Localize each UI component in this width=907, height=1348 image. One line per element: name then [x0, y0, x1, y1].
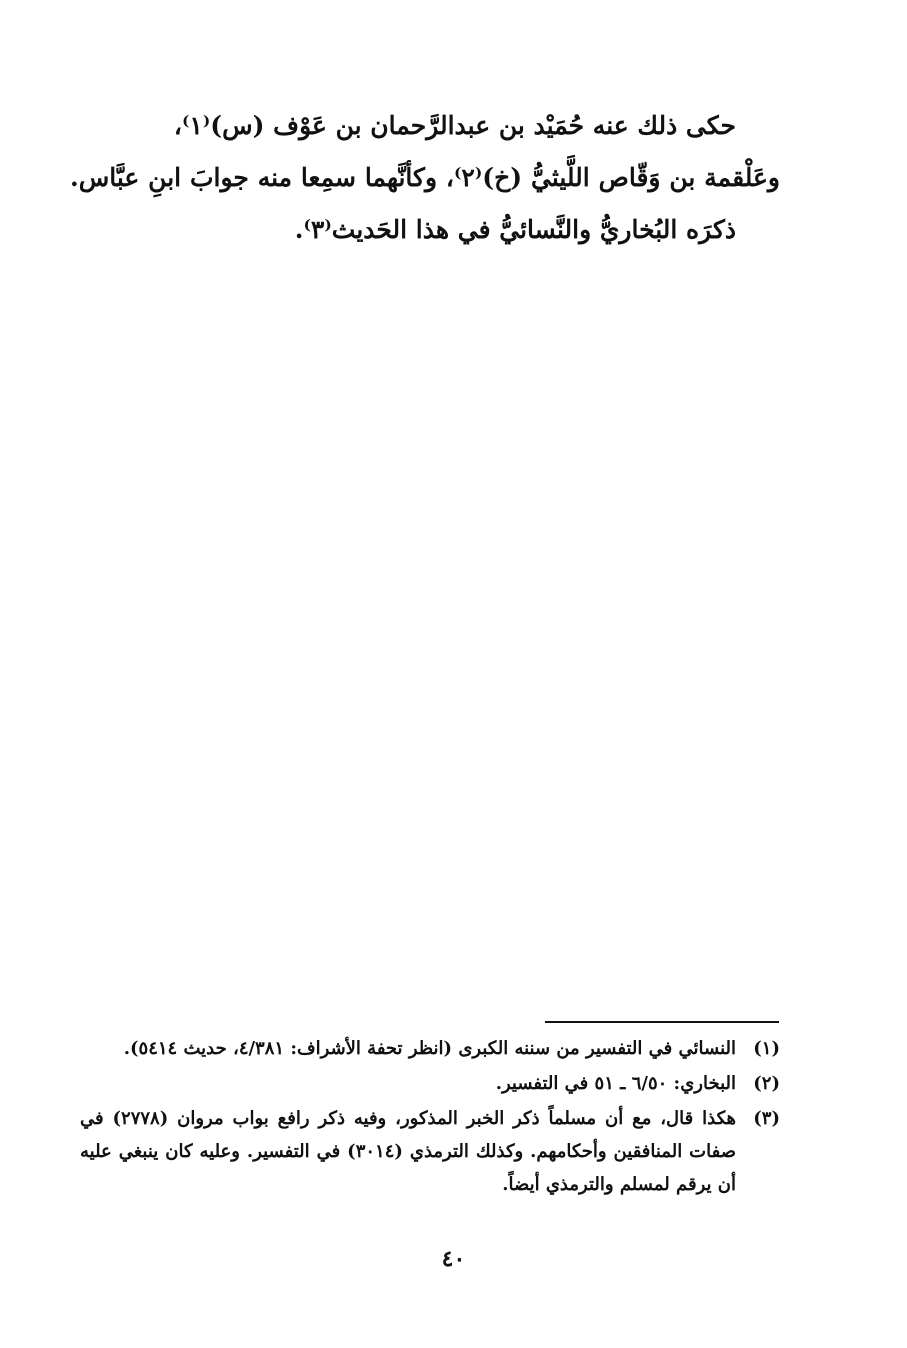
footnote-text: البخاري: ٦/٥٠ ـ ٥١ في التفسير.	[495, 1073, 736, 1094]
footnote-2	[80, 1067, 780, 1100]
footnote-1	[80, 1032, 780, 1065]
page-number: ٤٠	[441, 1246, 466, 1272]
main-text-line-1: حكى ذلك عنه حُمَيْد بن عبدالرَّحمان بن عَوْف (س)⁽١⁾،	[173, 111, 736, 140]
main-text-block	[70, 100, 780, 256]
footnote-number: (٣)	[753, 1108, 780, 1129]
main-text-line-2: وعَلْقمة بن وَقّاص اللَّيثيُّ (خ)⁽٢⁾، وكأنَّهما سمِعا منه جوابَ ابنِ عبَّاس.	[70, 163, 780, 192]
footnote-separator	[545, 1021, 779, 1023]
footnote-number: (٢)	[753, 1073, 780, 1094]
footnote-text: هكذا قال، مع أن مسلماً ذكر الخبر المذكور، وفيه ذكر رافع بواب مروان (٢٧٧٨) في صفات المنافقين وأحكامهم. وكذلك الترمذي (٣٠١٤) في التفسير. وعليه كان ينبغي عليه أن يرقم لمسلم والترمذي أيضاً.	[80, 1108, 736, 1195]
footnote-text: النسائي في التفسير من سننه الكبرى (انظر تحفة الأشراف: ٤/٣٨١، حديث ٥٤١٤).	[123, 1038, 736, 1059]
footnote-3	[80, 1102, 780, 1201]
footnotes-block	[80, 1032, 780, 1203]
footnote-number: (١)	[753, 1038, 780, 1059]
main-text-line-3: ذكرَه البُخاريُّ والنَّسائيُّ في هذا الحَديث⁽٣⁾.	[294, 215, 736, 244]
